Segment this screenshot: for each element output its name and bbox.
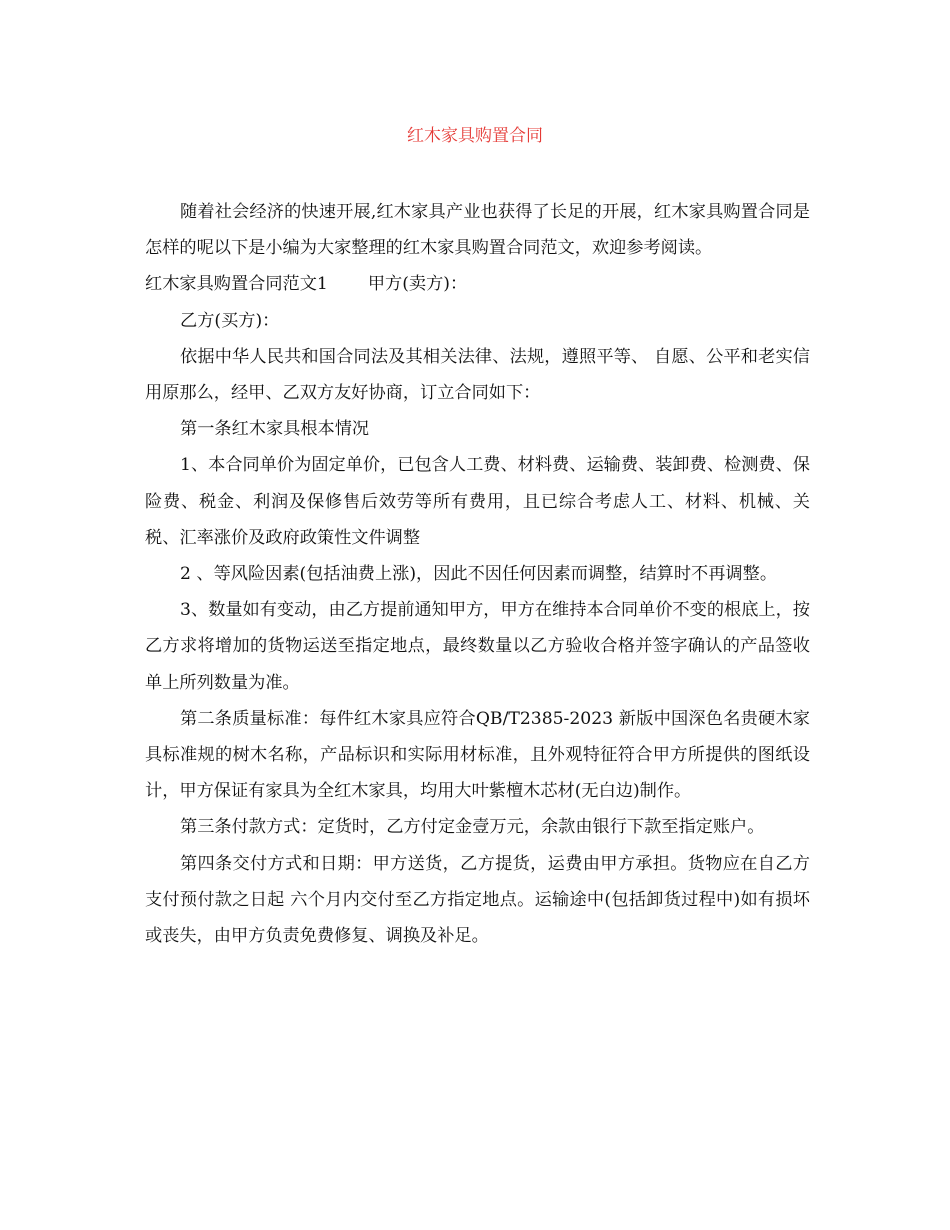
- clause-1: 1、本合同单价为固定单价，已包含人工费、材料费、运输费、装卸费、检测费、保险费、税金、利润及保修售后效劳等所有费用，且已综合考虑人工、材料、机械、关税、汇率涨价及政府政策性文件调整: [145, 455, 810, 548]
- sample-heading: 红木家具购置合同范文1: [145, 274, 328, 295]
- party-b-label: 乙方(买方)：: [180, 310, 280, 331]
- document-body: [145, 194, 810, 954]
- clause-2: 2 、等风险因素(包括油费上涨)，因此不因任何因素而调整，结算时不再调整。: [180, 564, 778, 585]
- clause-3: 3、数量如有变动，由乙方提前通知甲方，甲方在维持本合同单价不变的根底上，按乙方求将增加的货物运送至指定地点，最终数量以乙方验收合格并签字确认的产品签收单上所列数量为准。: [145, 600, 810, 693]
- party-a-label: 甲方(卖方)：: [367, 274, 468, 295]
- sample-heading-line: [145, 266, 810, 302]
- document-title: 红木家具购置合同: [407, 126, 543, 146]
- article1-title: 第一条红木家具根本情况: [180, 419, 370, 440]
- article-2: 第二条质量标准：每件红木家具应符合QB/T2385-2023 新版中国深色名贵硬木家具标准规的树木名称，产品标识和实际用材标准，且外观特征符合甲方所提供的图纸设计，甲方保证有家具为全红木家具，均用大叶紫檀木芯材(无白边)制作。: [145, 708, 810, 802]
- article-3: 第三条付款方式：定货时，乙方付定金壹万元，余款由银行下款至指定账户。: [180, 817, 765, 838]
- preamble-paragraph: 依据中华人民共和国合同法及其相关法律、法规，遵照平等、 自愿、公平和老实信用原那么，经甲、乙双方友好协商，订立合同如下：: [145, 346, 810, 404]
- article-4: 第四条交付方式和日期：甲方送货，乙方提货，运费由甲方承担。货物应在自乙方支付预付款之日起 六个月内交付至乙方指定地点。运输途中(包括卸货过程中)如有损坏或丧失，由甲方负责免费修复、调换及补足。: [145, 853, 810, 947]
- intro-paragraph: 随着社会经济的快速开展,红木家具产业也获得了长足的开展，红木家具购置合同是怎样的呢以下是小编为大家整理的红木家具购置合同范文，欢迎参考阅读。: [145, 202, 810, 259]
